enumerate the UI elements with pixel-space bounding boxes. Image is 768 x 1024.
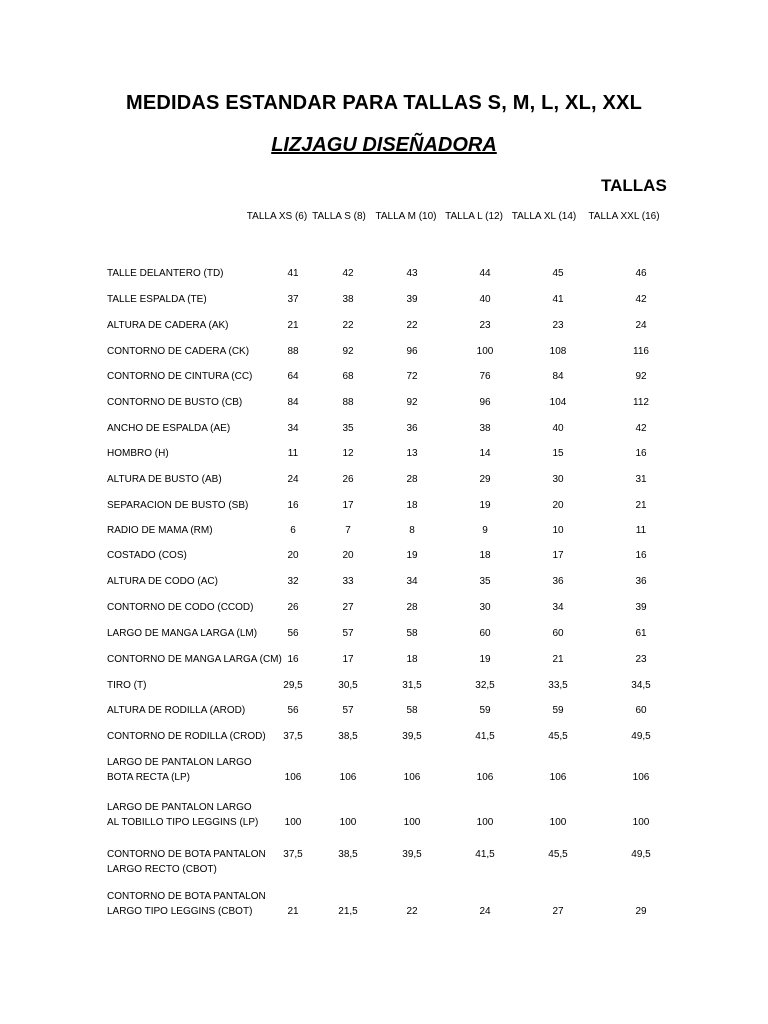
table-cell: 41,5 <box>475 731 495 742</box>
table-cell: 16 <box>635 448 647 459</box>
table-cell: 36 <box>552 576 564 587</box>
table-cell: 16 <box>287 654 299 665</box>
table-cell: 10 <box>552 525 564 536</box>
table-cell: 106 <box>284 772 302 783</box>
table-cell: 100 <box>284 817 302 828</box>
table-cell: 32 <box>287 576 299 587</box>
table-cell: 96 <box>406 346 418 357</box>
table-cell: 60 <box>552 628 564 639</box>
table-cell: 24 <box>635 320 647 331</box>
table-cell: 108 <box>549 346 567 357</box>
table-cell: 45,5 <box>548 731 568 742</box>
table-cell: 60 <box>635 705 647 716</box>
table-cell: 39 <box>635 602 647 613</box>
row-label: CONTORNO DE BUSTO (CB) <box>107 397 243 408</box>
table-cell: 22 <box>406 320 418 331</box>
table-cell: 11 <box>287 448 299 459</box>
table-cell: 32,5 <box>475 680 495 691</box>
table-cell: 8 <box>409 525 415 536</box>
table-cell: 30 <box>479 602 491 613</box>
table-cell: 33 <box>342 576 354 587</box>
sizes-heading: TALLAS <box>601 176 667 195</box>
table-cell: 39 <box>406 294 418 305</box>
table-cell: 16 <box>635 550 647 561</box>
row-label: ALTURA DE RODILLA (AROD) <box>107 705 246 716</box>
table-cell: 37 <box>287 294 299 305</box>
table-cell: 18 <box>479 550 491 561</box>
table-cell: 112 <box>633 397 649 408</box>
row-label: CONTORNO DE CODO (CCOD) <box>107 602 254 613</box>
table-cell: 30,5 <box>338 680 358 691</box>
row-label: ANCHO DE ESPALDA (AE) <box>107 423 231 434</box>
table-cell: 100 <box>339 817 357 828</box>
table-cell: 84 <box>287 397 299 408</box>
table-cell: 57 <box>342 628 354 639</box>
row-label: CONTORNO DE RODILLA (CROD) <box>107 731 266 742</box>
table-cell: 28 <box>406 602 418 613</box>
table-cell: 21 <box>287 320 299 331</box>
designer-subtitle: LIZJAGU DISEÑADORA <box>271 134 497 156</box>
table-cell: 19 <box>406 550 418 561</box>
table-cell: 35 <box>342 423 354 434</box>
table-cell: 38 <box>479 423 491 434</box>
table-cell: 59 <box>479 705 491 716</box>
table-cell: 35 <box>479 576 491 587</box>
table-cell: 88 <box>287 346 299 357</box>
column-header: TALLA S (8) <box>312 211 366 222</box>
table-cell: 11 <box>635 525 647 536</box>
row-label: ALTURA DE BUSTO (AB) <box>107 474 222 485</box>
table-cell: 21 <box>635 500 647 511</box>
table-cell: 20 <box>342 550 354 561</box>
table-cell: 100 <box>549 817 567 828</box>
table-cell: 40 <box>479 294 491 305</box>
table-cell: 18 <box>406 500 418 511</box>
table-cell: 16 <box>287 500 299 511</box>
table-cell: 41,5 <box>475 849 495 860</box>
table-cell: 13 <box>406 448 418 459</box>
table-cell: 38,5 <box>338 849 358 860</box>
row-label: RADIO DE MAMA (RM) <box>107 525 213 536</box>
table-cell: 96 <box>479 397 491 408</box>
table-cell: 39,5 <box>402 849 422 860</box>
row-label: ALTURA DE CODO (AC) <box>107 576 218 587</box>
table-cell: 100 <box>632 817 650 828</box>
table-cell: 34 <box>287 423 299 434</box>
table-cell: 106 <box>403 772 421 783</box>
table-cell: 57 <box>342 705 354 716</box>
table-cell: 42 <box>635 294 647 305</box>
row-label: CONTORNO DE CADERA (CK) <box>107 346 250 357</box>
row-label: COSTADO (COS) <box>107 550 187 561</box>
table-cell: 49,5 <box>631 731 651 742</box>
table-cell: 17 <box>342 500 354 511</box>
table-cell: 22 <box>342 320 354 331</box>
table-cell: 17 <box>342 654 354 665</box>
row-label: CONTORNO DE MANGA LARGA (CM) <box>107 654 282 665</box>
table-cell: 68 <box>342 371 354 382</box>
table-cell: 23 <box>479 320 491 331</box>
row-label: LARGO DE PANTALON LARGO BOTA RECTA (LP) <box>107 757 252 783</box>
table-cell: 59 <box>552 705 564 716</box>
table-cell: 100 <box>476 346 494 357</box>
table-cell: 34 <box>552 602 564 613</box>
row-label: CONTORNO DE BOTA PANTALON LARGO TIPO LEGGINS (CBOT) <box>107 891 266 917</box>
table-cell: 33,5 <box>548 680 568 691</box>
table-cell: 40 <box>552 423 564 434</box>
table-cell: 34 <box>406 576 418 587</box>
table-cell: 23 <box>552 320 564 331</box>
table-cell: 29,5 <box>283 680 303 691</box>
column-header: TALLA XXL (16) <box>588 211 660 222</box>
table-cell: 12 <box>342 448 354 459</box>
table-cell: 21 <box>287 906 299 917</box>
row-label: TALLE ESPALDA (TE) <box>107 294 207 305</box>
table-cell: 20 <box>552 500 564 511</box>
table-cell: 64 <box>287 371 299 382</box>
row-label: ALTURA DE CADERA (AK) <box>107 320 229 331</box>
table-cell: 46 <box>635 268 647 279</box>
column-header: TALLA M (10) <box>375 211 437 222</box>
row-label: LARGO DE MANGA LARGA (LM) <box>107 628 258 639</box>
table-cell: 100 <box>476 817 494 828</box>
table-cell: 45,5 <box>548 849 568 860</box>
table-cell: 26 <box>342 474 354 485</box>
table-cell: 19 <box>479 500 491 511</box>
table-cell: 34,5 <box>631 680 651 691</box>
table-cell: 31,5 <box>402 680 422 691</box>
table-cell: 36 <box>406 423 418 434</box>
table-cell: 9 <box>482 525 488 536</box>
table-cell: 19 <box>479 654 491 665</box>
table-cell: 104 <box>549 397 567 408</box>
table-cell: 84 <box>552 371 564 382</box>
table-cell: 17 <box>552 550 564 561</box>
row-label: HOMBRO (H) <box>107 448 169 459</box>
table-cell: 20 <box>287 550 299 561</box>
table-cell: 38,5 <box>338 731 358 742</box>
table-cell: 60 <box>479 628 491 639</box>
row-label: CONTORNO DE BOTA PANTALON LARGO RECTO (CBOT) <box>107 849 266 875</box>
table-cell: 38 <box>342 294 354 305</box>
table-cell: 88 <box>342 397 354 408</box>
table-cell: 76 <box>479 371 491 382</box>
table-cell: 61 <box>635 628 647 639</box>
table-cell: 41 <box>552 294 564 305</box>
table-cell: 21 <box>552 654 564 665</box>
table-cell: 7 <box>345 525 351 536</box>
table-cell: 18 <box>406 654 418 665</box>
table-cell: 92 <box>342 346 354 357</box>
column-header: TALLA XS (6) <box>246 211 308 222</box>
table-cell: 24 <box>479 906 491 917</box>
table-cell: 26 <box>287 602 299 613</box>
table-cell: 28 <box>406 474 418 485</box>
row-label: SEPARACION DE BUSTO (SB) <box>107 500 249 511</box>
table-cell: 92 <box>406 397 418 408</box>
table-cell: 15 <box>552 448 564 459</box>
table-cell: 39,5 <box>402 731 422 742</box>
table-cell: 21,5 <box>338 906 358 917</box>
table-cell: 24 <box>287 474 299 485</box>
table-cell: 37,5 <box>283 849 303 860</box>
table-cell: 31 <box>635 474 647 485</box>
table-cell: 23 <box>635 654 647 665</box>
table-cell: 92 <box>635 371 647 382</box>
table-cell: 49,5 <box>631 849 651 860</box>
table-cell: 106 <box>632 772 650 783</box>
table-cell: 72 <box>406 371 418 382</box>
column-header: TALLA XL (14) <box>511 211 577 222</box>
row-label: CONTORNO DE CINTURA (CC) <box>107 371 253 382</box>
table-cell: 58 <box>406 705 418 716</box>
table-cell: 29 <box>635 906 647 917</box>
table-cell: 56 <box>287 628 299 639</box>
table-cell: 42 <box>635 423 647 434</box>
table-cell: 106 <box>549 772 567 783</box>
table-cell: 58 <box>406 628 418 639</box>
table-cell: 14 <box>479 448 491 459</box>
table-cell: 30 <box>552 474 564 485</box>
table-cell: 6 <box>290 525 296 536</box>
table-cell: 45 <box>552 268 564 279</box>
table-cell: 106 <box>476 772 494 783</box>
table-cell: 106 <box>339 772 357 783</box>
row-label: TIRO (T) <box>107 680 147 691</box>
table-cell: 27 <box>342 602 354 613</box>
table-cell: 29 <box>479 474 491 485</box>
table-cell: 116 <box>633 346 649 357</box>
table-cell: 42 <box>342 268 354 279</box>
row-label: TALLE DELANTERO (TD) <box>107 268 224 279</box>
table-cell: 100 <box>403 817 421 828</box>
table-cell: 27 <box>552 906 564 917</box>
row-label: LARGO DE PANTALON LARGO AL TOBILLO TIPO LEGGINS (LP) <box>107 802 259 828</box>
column-header: TALLA L (12) <box>445 211 503 222</box>
table-cell: 43 <box>406 268 418 279</box>
table-cell: 44 <box>479 268 491 279</box>
table-cell: 22 <box>406 906 418 917</box>
table-cell: 36 <box>635 576 647 587</box>
table-cell: 56 <box>287 705 299 716</box>
page-title: MEDIDAS ESTANDAR PARA TALLAS S, M, L, XL, XXL <box>125 92 643 114</box>
table-cell: 41 <box>287 268 299 279</box>
table-cell: 37,5 <box>283 731 303 742</box>
